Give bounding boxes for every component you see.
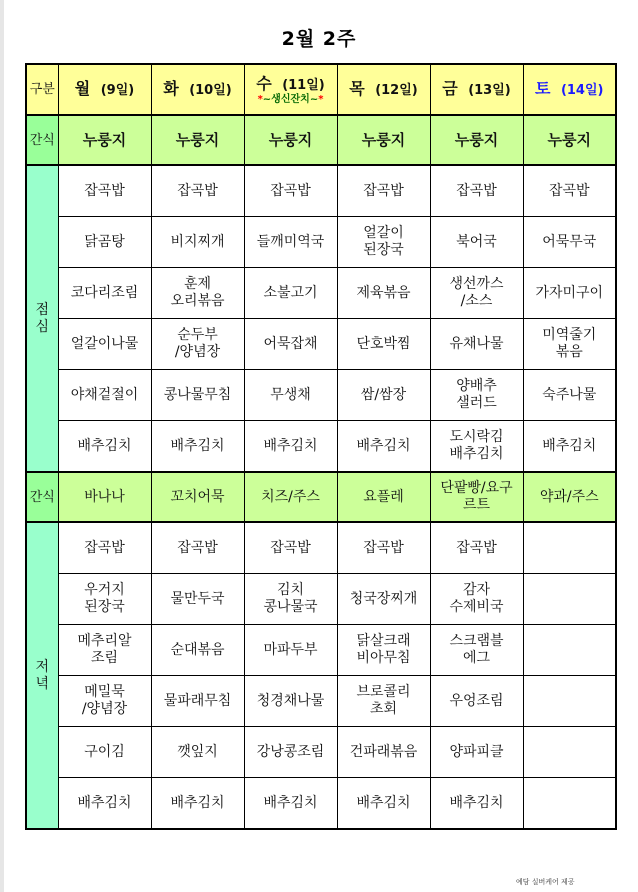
menu-item-text: 숙주나물 <box>542 386 597 403</box>
menu-item <box>151 522 244 574</box>
menu-item <box>337 421 430 473</box>
menu-item-text: 어묵무국 <box>542 233 597 250</box>
menu-item-text: 들깨미역국 <box>256 233 325 250</box>
snack-item-text: 요플레 <box>363 488 404 505</box>
day-name: 화 <box>163 79 179 98</box>
snack-item <box>523 472 616 522</box>
menu-item <box>58 370 151 421</box>
menu-item-text: 잡곡밥 <box>363 539 404 556</box>
snack-item-text: 약과/주스 <box>539 488 599 505</box>
day-note <box>247 94 335 105</box>
menu-item-text: 배추김치 <box>449 446 504 462</box>
menu-item-text: 잡곡밥 <box>548 182 590 199</box>
menu-item <box>151 727 244 778</box>
menu-item-text: 볶음 <box>555 344 583 360</box>
menu-item <box>58 727 151 778</box>
menu-item-text: 콩나물무침 <box>163 386 232 403</box>
snack-item-text: 르트 <box>462 497 491 513</box>
header-label: 구분 <box>26 64 58 115</box>
menu-item-text: 콩나물국 <box>263 599 318 615</box>
menu-item <box>430 268 523 319</box>
menu-item <box>337 319 430 370</box>
menu-item-text: 배추김치 <box>542 437 597 454</box>
menu-item-text: 잡곡밥 <box>177 182 218 199</box>
menu-item-text: 배추김치 <box>263 794 318 811</box>
menu-item <box>337 574 430 625</box>
menu-item-text: 된장국 <box>363 242 404 258</box>
menu-item-text: 배추김치 <box>77 794 132 811</box>
menu-item-text: /양념장 <box>174 344 221 360</box>
menu-item <box>58 421 151 473</box>
day-date: (9일) <box>100 83 135 98</box>
menu-item-text: 양파피클 <box>449 743 504 760</box>
menu-item <box>430 676 523 727</box>
empty-cell <box>523 727 616 778</box>
lunch-row <box>26 319 616 370</box>
dinner-row <box>26 574 616 625</box>
menu-item-text: 코다리조림 <box>70 284 139 301</box>
menu-item-text: 우엉조림 <box>449 692 504 709</box>
menu-item <box>244 727 337 778</box>
menu-item <box>151 625 244 676</box>
dinner-row <box>26 522 616 574</box>
snack-item-text: 꼬치어묵 <box>170 488 225 505</box>
menu-item <box>151 165 244 217</box>
snack-item: 누룽지 <box>58 115 151 165</box>
snack-item: 누룽지 <box>244 115 337 165</box>
menu-item <box>244 778 337 830</box>
menu-item <box>337 165 430 217</box>
snack-item-text: 치즈/주스 <box>261 488 320 505</box>
dinner-row <box>26 676 616 727</box>
page-title: 2월 2주 <box>281 28 357 50</box>
day-note-text: ~생신잔치~ <box>262 93 319 105</box>
lunch-row <box>26 165 616 217</box>
menu-item-text: 구이김 <box>84 743 125 760</box>
dinner-label-char: 저 <box>35 658 50 675</box>
menu-item-text: 어묵잡채 <box>263 335 318 352</box>
day-name: 월 <box>74 79 91 98</box>
menu-item <box>58 574 151 625</box>
menu-item <box>523 421 616 473</box>
day-header <box>58 64 151 115</box>
menu-item-text: 우거지 <box>84 582 125 598</box>
menu-item-text: 메추리알 <box>77 633 132 649</box>
menu-item-text: 배추김치 <box>170 794 225 811</box>
snack-label: 간식 <box>26 472 58 522</box>
menu-item <box>58 676 151 727</box>
menu-item-text: 초회 <box>369 701 398 717</box>
menu-item <box>430 574 523 625</box>
empty-cell <box>523 778 616 830</box>
menu-item <box>337 778 430 830</box>
snack-label: 간식 <box>26 115 58 165</box>
day-header <box>523 64 616 115</box>
snack-item <box>244 472 337 522</box>
menu-item-text: /소스 <box>460 293 493 309</box>
menu-item-text: 깻잎지 <box>177 743 218 760</box>
menu-item-text: 스크램블 <box>449 633 504 649</box>
menu-item <box>430 727 523 778</box>
dinner-group-label <box>26 522 58 829</box>
menu-item-text: 수제비국 <box>449 599 504 615</box>
menu-item-text: 강낭콩조림 <box>256 743 325 760</box>
menu-item-text: 물파래무침 <box>163 692 232 709</box>
menu-item <box>337 217 430 268</box>
menu-item <box>58 268 151 319</box>
day-header <box>337 64 430 115</box>
menu-item <box>430 522 523 574</box>
dinner-row <box>26 778 616 830</box>
day-name: 수 <box>256 73 272 93</box>
menu-item-text: 잡곡밥 <box>456 182 497 199</box>
menu-item <box>337 268 430 319</box>
day-name: 토 <box>535 79 551 98</box>
menu-item-text: 순두부 <box>177 327 218 343</box>
menu-item <box>151 676 244 727</box>
dinner-label-char: 녁 <box>35 675 50 692</box>
menu-item-text: 닭곰탕 <box>84 233 125 250</box>
dinner-row <box>26 625 616 676</box>
menu-item-text: 청경채나물 <box>256 692 325 709</box>
star-icon: * <box>257 93 263 105</box>
snack-item <box>337 472 430 522</box>
menu-item-text: 쌈/쌈장 <box>360 386 407 403</box>
menu-item-text: 배추김치 <box>356 437 411 454</box>
menu-item-text: 무생채 <box>270 386 311 403</box>
day-name: 금 <box>442 79 458 98</box>
menu-item <box>58 778 151 830</box>
menu-item <box>244 165 337 217</box>
lunch-row <box>26 217 616 268</box>
weekly-menu-table <box>25 63 617 830</box>
menu-item-text: 김치 <box>276 582 305 598</box>
morning-snack-row <box>26 115 616 165</box>
menu-item-text: 감자 <box>462 582 491 598</box>
menu-item <box>244 217 337 268</box>
menu-item-text: 가자미구이 <box>535 284 604 301</box>
lunch-label-char: 점 <box>35 301 50 318</box>
menu-item <box>337 727 430 778</box>
day-date: (13일) <box>468 83 511 98</box>
day-date: (14일) <box>560 83 604 98</box>
dinner-row <box>26 727 616 778</box>
menu-item-text: 야채겉절이 <box>70 386 139 403</box>
menu-item <box>523 165 616 217</box>
menu-item-text: 된장국 <box>84 599 125 615</box>
lunch-row <box>26 370 616 421</box>
day-header <box>151 64 244 115</box>
menu-item-text: 마파두부 <box>263 641 318 658</box>
menu-item <box>337 370 430 421</box>
menu-item <box>244 676 337 727</box>
menu-item <box>244 625 337 676</box>
menu-item-text: 소불고기 <box>263 284 318 301</box>
menu-item-text: 배추김치 <box>449 794 504 811</box>
menu-item-text: 훈제 <box>183 276 212 292</box>
menu-item-text: 양배추 <box>456 378 497 394</box>
day-date: (10일) <box>189 83 232 98</box>
menu-item <box>337 676 430 727</box>
menu-item <box>58 319 151 370</box>
menu-item-text: 얼갈이나물 <box>70 335 139 352</box>
menu-item <box>58 165 151 217</box>
menu-item-text: 비지찌개 <box>170 233 225 250</box>
menu-item-text: 물만두국 <box>170 590 225 607</box>
menu-item <box>244 522 337 574</box>
snack-item-text: 단팥빵/요구 <box>440 480 513 496</box>
menu-item-text: 단호박찜 <box>356 335 411 352</box>
menu-item-text: 유채나물 <box>449 335 504 352</box>
day-header <box>244 64 337 115</box>
snack-item: 누룽지 <box>337 115 430 165</box>
menu-item <box>151 574 244 625</box>
menu-item-text: 에그 <box>462 650 491 666</box>
snack-item: 누룽지 <box>430 115 523 165</box>
lunch-label-char: 심 <box>35 318 50 335</box>
empty-cell <box>523 676 616 727</box>
menu-item-text: 잡곡밥 <box>84 539 125 556</box>
menu-item-text: 메밀묵 <box>84 684 125 700</box>
menu-item-text: 닭살크래 <box>356 633 411 649</box>
snack-item: 누룽지 <box>523 115 616 165</box>
menu-item-text: 생선까스 <box>449 276 504 292</box>
menu-item-text: 잡곡밥 <box>84 182 125 199</box>
menu-item-text: 청국장찌개 <box>349 590 418 607</box>
day-date: (12일) <box>375 83 418 98</box>
menu-item-text: 브로콜리 <box>356 684 411 700</box>
menu-item <box>337 625 430 676</box>
menu-item <box>523 217 616 268</box>
menu-item <box>337 522 430 574</box>
menu-item <box>58 217 151 268</box>
menu-item-text: 조림 <box>90 650 119 666</box>
menu-item-text: 북어국 <box>456 233 497 250</box>
menu-item <box>244 574 337 625</box>
afternoon-snack-row <box>26 472 616 522</box>
menu-item <box>430 165 523 217</box>
menu-item <box>244 319 337 370</box>
snack-item <box>151 472 244 522</box>
day-header <box>430 64 523 115</box>
menu-item <box>151 319 244 370</box>
menu-item-text: 배추김치 <box>77 437 132 454</box>
menu-item <box>523 370 616 421</box>
lunch-row <box>26 268 616 319</box>
day-name: 목 <box>349 79 365 98</box>
header-row <box>26 64 616 115</box>
credit-text: 예담 실버케어 제공 <box>516 878 575 886</box>
menu-item-text: 도시락김 <box>449 429 504 445</box>
menu-item <box>430 370 523 421</box>
menu-item-text: 샐러드 <box>456 395 497 411</box>
menu-item <box>430 421 523 473</box>
lunch-group-label <box>26 165 58 472</box>
menu-item-text: 제육볶음 <box>356 284 411 301</box>
menu-item <box>151 370 244 421</box>
menu-item <box>151 217 244 268</box>
menu-item <box>151 421 244 473</box>
menu-item <box>244 370 337 421</box>
menu-item-text: 얼갈이 <box>363 225 404 241</box>
menu-item-text: 잡곡밥 <box>270 182 311 199</box>
menu-item-text: 잡곡밥 <box>456 539 497 556</box>
menu-item-text: /양념장 <box>81 701 128 717</box>
snack-item <box>430 472 523 522</box>
menu-item-text: 건파래볶음 <box>349 743 418 760</box>
menu-item <box>430 625 523 676</box>
day-date: (11일) <box>282 77 325 93</box>
menu-item-text: 오리볶음 <box>170 293 225 309</box>
menu-item-text: 잡곡밥 <box>177 539 218 556</box>
menu-item-text: 순대볶음 <box>170 641 225 658</box>
lunch-row <box>26 421 616 473</box>
menu-item <box>244 268 337 319</box>
snack-item-text: 바나나 <box>84 488 125 505</box>
menu-item <box>523 268 616 319</box>
menu-item-text: 배추김치 <box>170 437 225 454</box>
menu-item <box>523 319 616 370</box>
menu-item-text: 잡곡밥 <box>363 182 404 199</box>
menu-item <box>430 778 523 830</box>
star-icon: * <box>318 93 324 105</box>
menu-item <box>151 268 244 319</box>
menu-item-text: 미역줄기 <box>542 327 597 343</box>
page-edge <box>0 0 4 892</box>
menu-item <box>430 319 523 370</box>
empty-cell <box>523 625 616 676</box>
snack-item: 누룽지 <box>151 115 244 165</box>
menu-item <box>430 217 523 268</box>
empty-cell <box>523 574 616 625</box>
menu-item-text: 배추김치 <box>263 437 318 454</box>
snack-item <box>58 472 151 522</box>
menu-item <box>151 778 244 830</box>
menu-item-text: 잡곡밥 <box>270 539 311 556</box>
menu-item-text: 배추김치 <box>356 794 411 811</box>
empty-cell <box>523 522 616 574</box>
menu-item <box>58 522 151 574</box>
menu-item-text: 비아무침 <box>356 650 411 666</box>
menu-item <box>244 421 337 473</box>
menu-item <box>58 625 151 676</box>
